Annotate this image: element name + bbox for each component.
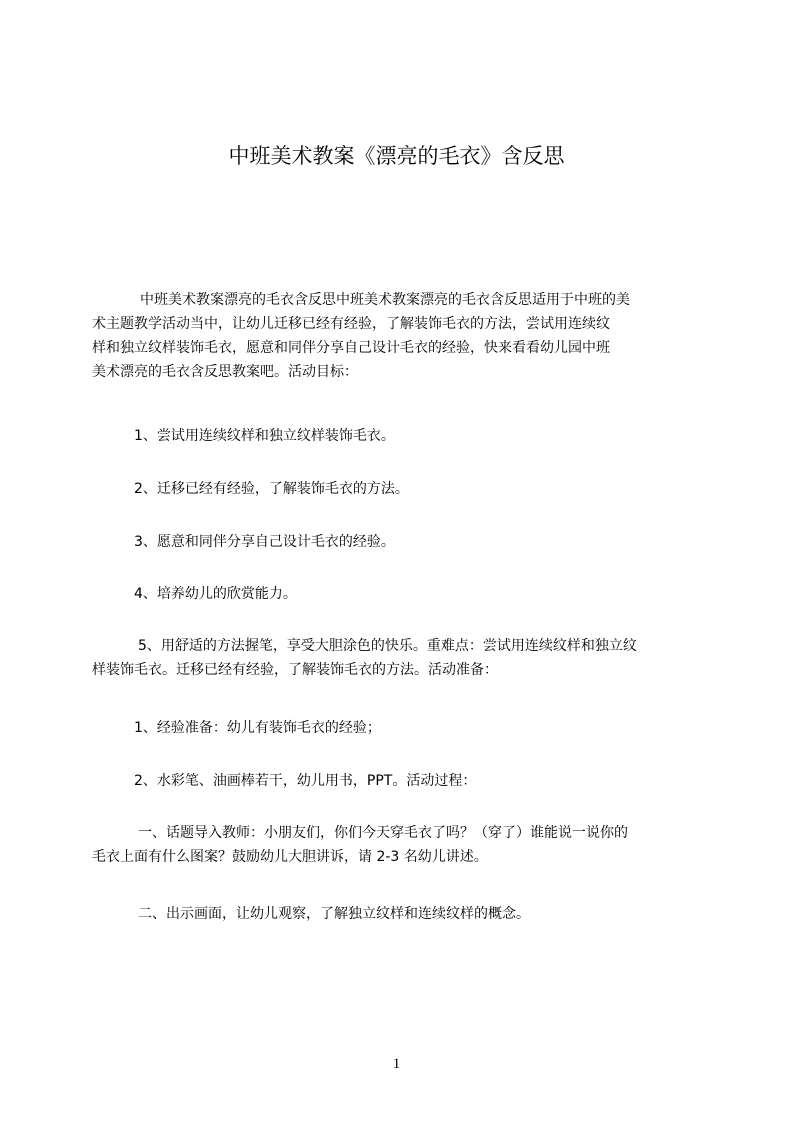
intro-line: 样和独立纹样装饰毛衣，愿意和同伴分享自己设计毛衣的经验，快来看看幼儿园中班	[92, 340, 610, 356]
process2-text: 二、出示画面，让幼儿观察，了解独立纹样和连续纹样的概念。	[138, 906, 530, 922]
goal5-paragraph	[92, 634, 712, 682]
goal-text: 1、尝试用连续纹样和独立纹样装饰毛衣。	[134, 428, 395, 444]
process2-paragraph	[92, 902, 712, 926]
prep-item	[92, 716, 712, 740]
goal-text: 4、培养幼儿的欣赏能力。	[134, 586, 297, 602]
goal-item	[92, 477, 712, 501]
process1-paragraph	[92, 821, 712, 869]
intro-line: 术主题教学活动当中，让幼儿迁移已经有经验，了解装饰毛衣的方法，尝试用连续纹	[92, 316, 610, 332]
goal-item	[92, 424, 712, 448]
process1-line: 一、话题导入教师：小朋友们，你们今天穿毛衣了吗？（穿了）谁能说一说你的	[138, 825, 628, 841]
prep-text: 2、水彩笔、油画棒若干，幼儿用书，PPT。活动过程：	[134, 773, 477, 789]
goal5-line: 样装饰毛衣。迁移已经有经验，了解装饰毛衣的方法。活动准备：	[92, 662, 498, 678]
process1-line: 毛衣上面有什么图案？鼓励幼儿大胆讲诉，请 2-3 名幼儿讲述。	[92, 849, 488, 865]
goal-item	[92, 582, 712, 606]
intro-line: 中班美术教案漂亮的毛衣含反思中班美术教案漂亮的毛衣含反思适用于中班的美	[140, 292, 630, 308]
prep-item	[92, 769, 712, 793]
goal-item	[92, 530, 712, 554]
document-title: 中班美术教案《漂亮的毛衣》含反思	[228, 144, 565, 168]
page-number: 1	[392, 1056, 401, 1072]
prep-text: 1、经验准备：幼儿有装饰毛衣的经验；	[134, 720, 381, 736]
goal-text: 2、迁移已经有经验，了解装饰毛衣的方法。	[134, 481, 409, 497]
intro-paragraph	[92, 288, 712, 384]
goal5-line: 5、用舒适的方法握笔，享受大胆涂色的快乐。重难点：尝试用连续纹样和独立纹	[138, 638, 637, 654]
intro-line: 美术漂亮的毛衣含反思教案吧。活动目标：	[92, 364, 358, 380]
goal-text: 3、愿意和同伴分享自己设计毛衣的经验。	[134, 534, 395, 550]
